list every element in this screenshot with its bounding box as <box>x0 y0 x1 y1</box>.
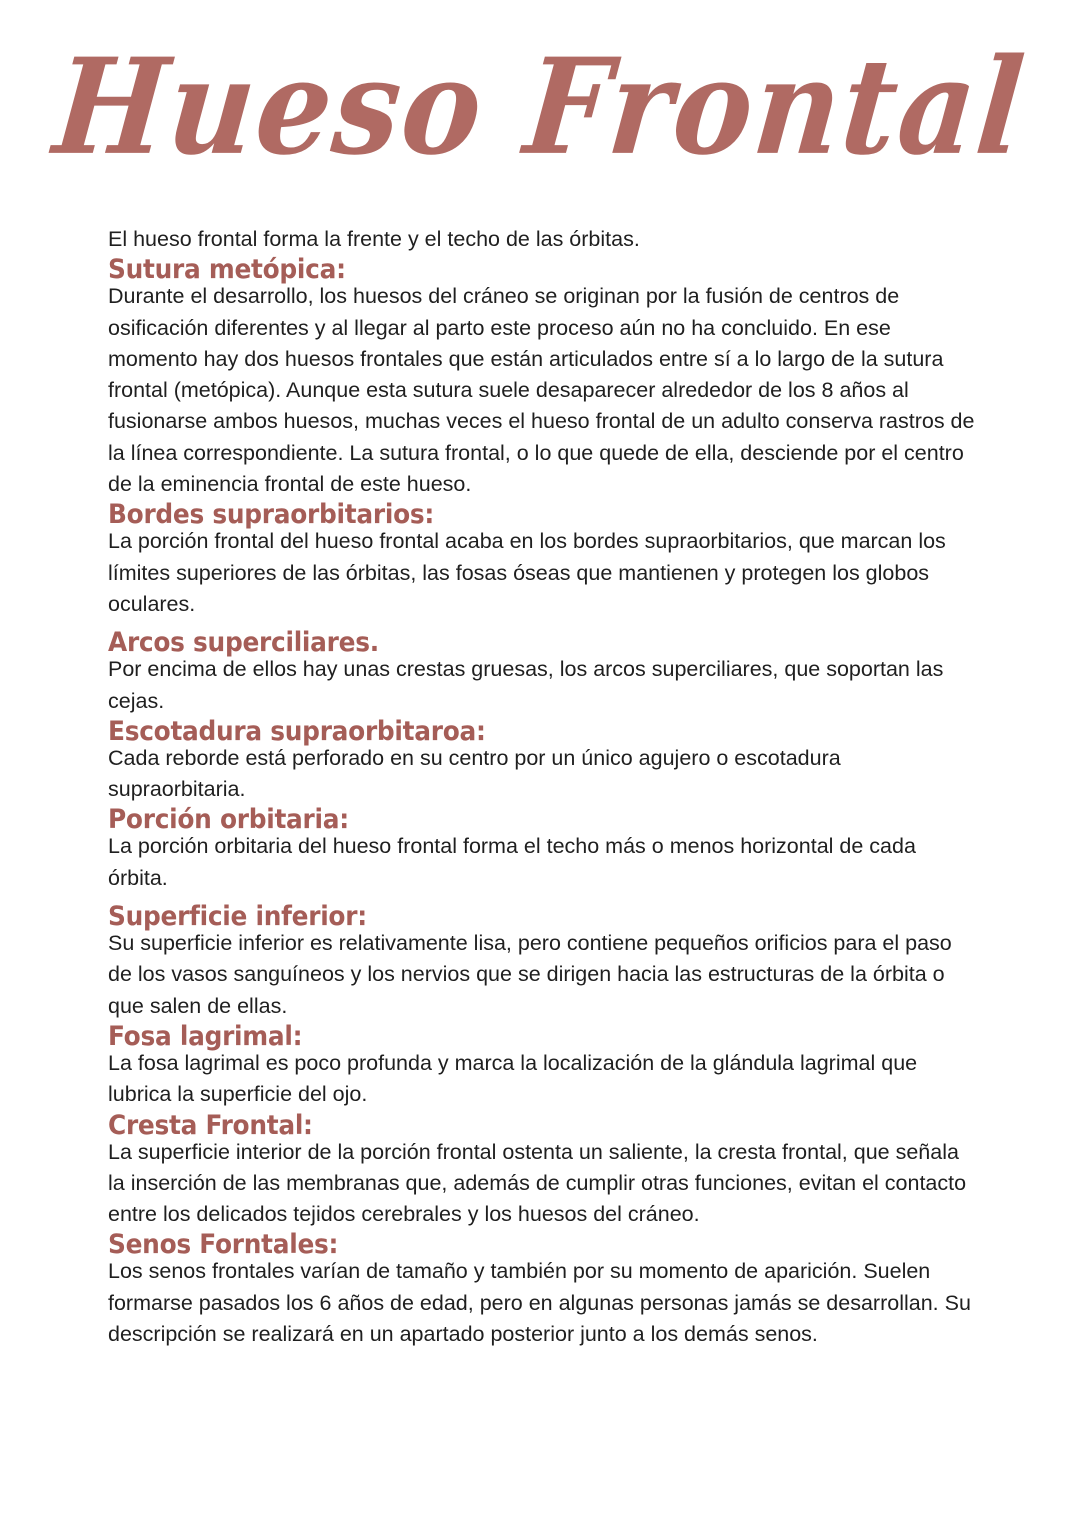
document-content <box>108 224 978 1350</box>
section-porcion-orbitaria <box>108 805 978 894</box>
section-body: La porción frontal del hueso frontal acaba en los bordes supraorbitarios, que marcan los límites superiores de las órbitas, las fosas óseas que mantienen y protegen los globos oculares. <box>108 529 946 616</box>
section-heading: Superficie inferior: <box>108 901 367 933</box>
section-fosa-lagrimal <box>108 1022 978 1111</box>
section-heading: Escotadura supraorbitaroa: <box>108 715 486 747</box>
section-heading: Bordes supraorbitarios: <box>108 499 435 531</box>
section-body: Cada reborde está perforado en su centro por un único agujero o escotadura supraorbitaria. <box>108 745 841 802</box>
section-body: La superficie interior de la porción frontal ostenta un saliente, la cresta frontal, que señala la inserción de las membranas que, además de cumplir otras funciones, evitan el contacto entre los delicados tejidos cerebrales y los huesos del cráneo. <box>108 1139 967 1227</box>
section-heading: Sutura metópica: <box>108 254 346 286</box>
section-arcos-superciliares <box>108 628 978 717</box>
section-body: La porción orbitaria del hueso frontal forma el techo más o menos horizontal de cada órbita. <box>108 834 916 890</box>
section-body: Por encima de ellos hay unas crestas gruesas, los arcos superciliares, que soportan las cejas. <box>108 657 944 713</box>
section-bordes-supraorbitarios <box>108 500 978 620</box>
section-heading: Cresta Frontal: <box>108 1109 313 1141</box>
section-body: Su superficie inferior es relativamente lisa, pero contiene pequeños orificios para el paso de los vasos sanguíneos y los nervios que se dirigen hacia las estructuras de la órbita o que salen de ellas. <box>108 931 952 1018</box>
section-cresta-frontal <box>108 1111 978 1231</box>
section-escotadura-supraorbitaria <box>108 717 978 806</box>
section-senos-frontales <box>108 1230 978 1350</box>
section-heading: Fosa lagrimal: <box>108 1020 303 1052</box>
section-sutura-metopica <box>108 255 978 500</box>
section-superficie-inferior <box>108 902 978 1022</box>
section-heading: Arcos superciliares. <box>108 627 379 659</box>
section-heading: Porción orbitaria: <box>108 804 349 836</box>
section-body: La fosa lagrimal es poco profunda y marca la localización de la glándula lagrimal que lubrica la superficie del ojo. <box>108 1050 918 1107</box>
section-heading: Senos Forntales: <box>108 1229 339 1261</box>
intro-paragraph: El hueso frontal forma la frente y el techo de las órbitas. <box>108 227 640 251</box>
section-body: Durante el desarrollo, los huesos del cráneo se originan por la fusión de centros de osificación diferentes y al llegar al parto este proceso aún no ha concluido. En ese momento hay dos huesos frontales que están articulados entre sí a lo largo de la sutura frontal (metópica). Aunque esta sutura suele desaparecer alrededor de los 8 años al fusionarse ambos huesos, muchas veces el hueso frontal de un adulto conserva rastros de la línea correspondiente. La sutura frontal, o lo que quede de ella, desciende por el centro de la eminencia frontal de este hueso. <box>108 284 975 497</box>
section-body: Los senos frontales varían de tamaño y también por su momento de aparición. Suelen formarse pasados los 6 años de edad, pero en algunas personas jamás se desarrollan. Su descripción se realizará en un apartado posterior junto a los demás senos. <box>108 1259 971 1347</box>
page-title: Hueso Frontal <box>48 28 1032 185</box>
